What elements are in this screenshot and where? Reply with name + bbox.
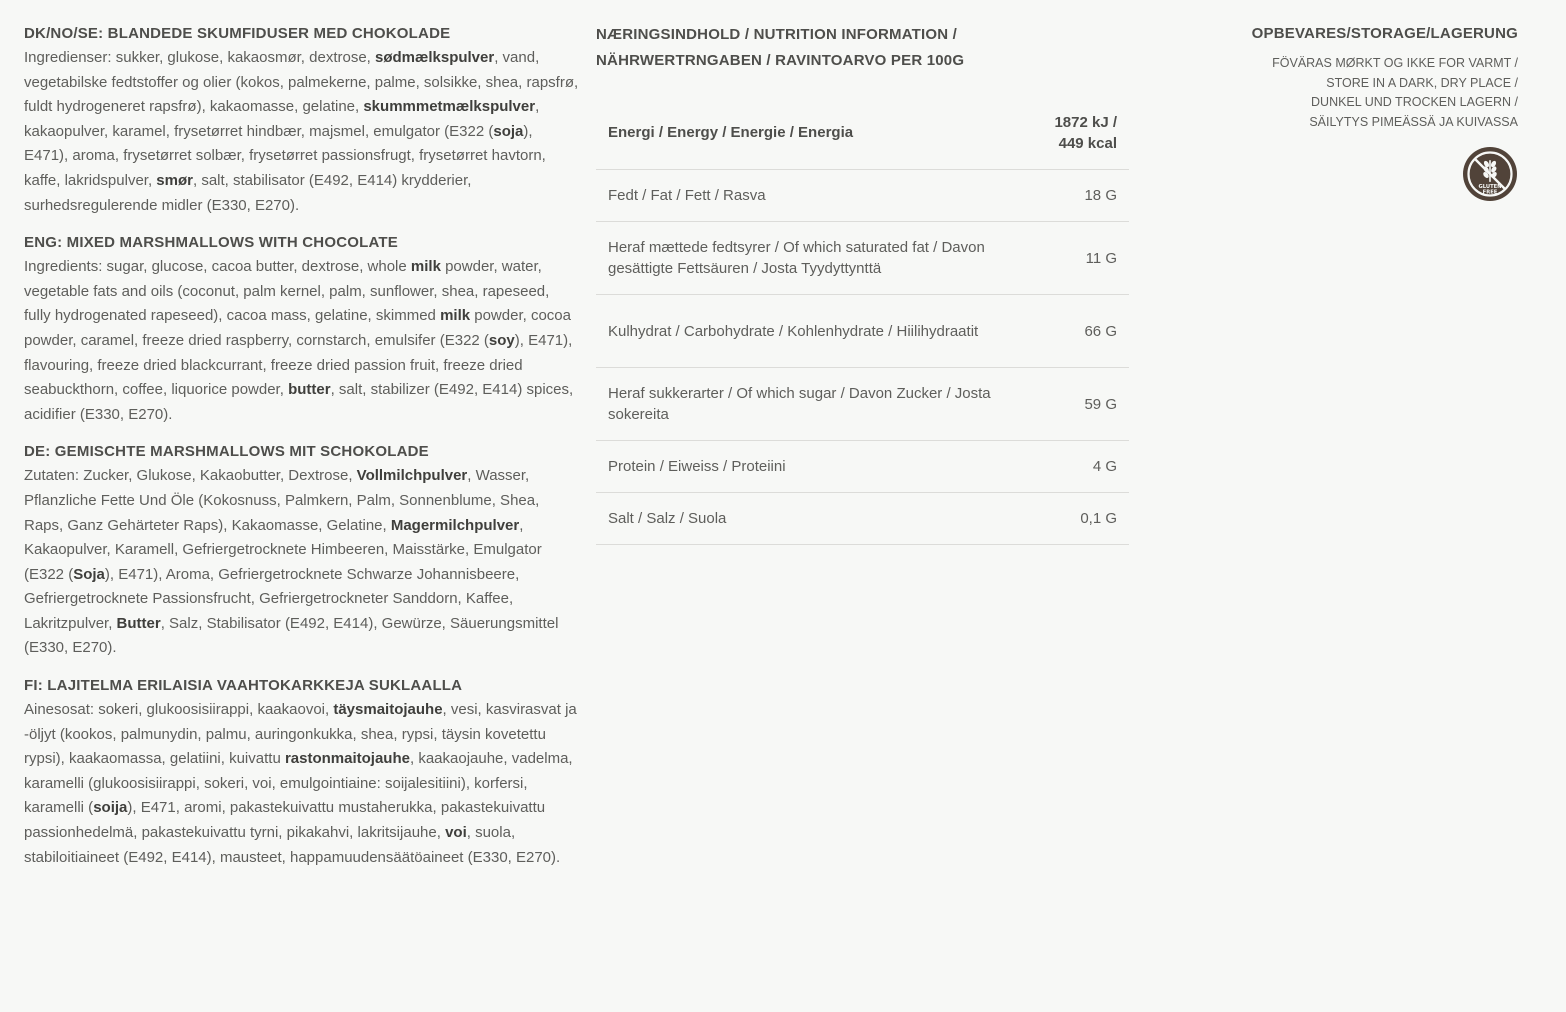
ingredient-text: , Wasser, Pflanzliche Fette Und Öle (Kokosnuss, Palmkern, Palm, Sonnenblume, Shea, Raps, Ganz Gehärteter Raps), Kakaomasse, Gelatine, xyxy=(24,467,540,534)
nutrition-row-saturated-fat xyxy=(596,222,1129,295)
nutrition-row-carbohydrate xyxy=(596,295,1129,368)
nutrition-row-sugar xyxy=(596,368,1129,441)
allergen-highlight: voi xyxy=(445,824,467,842)
storage-column xyxy=(1188,22,1518,207)
allergen-highlight: rastonmaitojauhe xyxy=(284,750,410,768)
ingredients-title: FI: LAJITELMA ERILAISIA VAAHTOKARKKEJA SUKLAALLA xyxy=(24,677,463,695)
ingredient-text: , Salz, Stabilisator (E492, E414), Gewürze, Säuerungsmittel (E330, E270). xyxy=(24,614,559,657)
nutrition-value: 11 G xyxy=(1005,222,1129,295)
ingredients-dk xyxy=(24,22,579,218)
ingredient-text: powder, water, vegetable fats and oils (coconut, palm kernel, palm, sunflower, shea, rapeseed, fully hydrogenated rapeseed), cacoa mass, gelatine, skimmed xyxy=(24,258,550,325)
storage-title: OPBEVARES/STORAGE/LAGERUNG xyxy=(1251,25,1518,42)
nutrition-label: Heraf sukkerarter / Of which sugar / Davon Zucker / Josta sokereita xyxy=(596,368,1005,441)
energy-value: 1872 kJ / 449 kcal xyxy=(1054,113,1117,152)
ingredients-eng xyxy=(24,231,579,427)
nutrition-title-line1: NÆRINGSINDHOLD / NUTRITION INFORMATION / xyxy=(596,26,958,43)
nutrition-row-salt xyxy=(596,493,1129,545)
ingredients-title: DE: GEMISCHTE MARSHMALLOWS MIT SCHOKOLADE xyxy=(24,443,429,461)
allergen-highlight: Butter xyxy=(116,614,161,632)
ingredient-text: ), E471, aromi, pakastekuivattu mustaherukka, pakastekuivattu passionhedelmä, pakastekuivattu tyrni, pikakahvi, lakritsijauhe, xyxy=(24,799,546,842)
ingredient-text: , Kakaopulver, Karamell, Gefriergetrocknete Himbeeren, Maisstärke, Emulgator (E322 ( xyxy=(24,516,542,583)
nutrition-value: 18 G xyxy=(1005,170,1129,222)
allergen-highlight: soy xyxy=(488,331,515,349)
ingredient-text: , vesi, kasvirasvat ja -öljyt (kookos, palmunydin, palmu, auringonkukka, shea, rypsi, täysin kovetettu rypsi), kaakaomassa, gelatiini, kuivattu xyxy=(24,701,577,768)
nutrition-row-fat xyxy=(596,170,1129,222)
ingredient-text: Ingredienser: sukker, glukose, kakaosmør, dextrose, xyxy=(24,49,375,66)
nutrition-label: Salt / Salz / Suola xyxy=(596,493,1005,545)
storage-line: SÄILYTYS PIMEÄSSÄ JA KUIVASSA xyxy=(1309,114,1518,129)
nutrition-value: 59 G xyxy=(1005,368,1129,441)
nutrition-table xyxy=(596,96,1129,545)
ingredient-text: ), E471), aroma, frysetørret solbær, frysetørret passionsfrugt, frysetørret havtorn, kaffe, lakridspulver, xyxy=(24,122,546,189)
nutrition-row-protein xyxy=(596,441,1129,493)
nutrition-value: 66 G xyxy=(1005,295,1129,368)
nutrition-label: Protein / Eiweiss / Proteiini xyxy=(596,441,1005,493)
allergen-highlight: soija xyxy=(93,799,128,817)
nutrition-label: Heraf mættede fedtsyrer / Of which saturated fat / Davon gesättigte Fettsäuren / Josta Tyydyttynttä xyxy=(596,222,1005,295)
allergen-highlight: Magermilchpulver xyxy=(390,516,520,534)
ingredients-text xyxy=(24,46,579,218)
gluten-free-icon xyxy=(1462,146,1518,202)
allergen-highlight: milk xyxy=(410,258,441,276)
ingredient-text: Zutaten: Zucker, Glukose, Kakaobutter, Dextrose, xyxy=(24,467,357,485)
ingredient-text: , suola, stabiloitiaineet (E492, E414), mausteet, happamuudensäätöaineet (E330, E270). xyxy=(24,824,561,866)
ingredient-text: powder, cocoa powder, caramel, freeze dried raspberry, cornstarch, emulsifer (E322 ( xyxy=(24,307,571,349)
ingredient-text: , vand, vegetabilske fedtstoffer og olier (kokos, palmekerne, palme, solsikke, shea, rapsfrø, fuldt hydrogeneret rapsfrø), kakaomasse, gelatine, xyxy=(24,49,579,116)
nutrition-column xyxy=(596,22,1129,545)
badge-text-line2: FREE xyxy=(1482,189,1498,196)
nutrition-value: 4 G xyxy=(1005,441,1129,493)
ingredients-fi xyxy=(24,674,579,870)
nutrition-label: Kulhydrat / Carbohydrate / Kohlenhydrate / Hiilihydraatit xyxy=(596,295,1005,368)
allergen-highlight: butter xyxy=(288,381,331,399)
ingredients-text xyxy=(24,698,579,870)
ingredients-text xyxy=(24,464,579,661)
allergen-highlight: sødmælkspulver xyxy=(375,49,495,66)
allergen-highlight: täysmaitojauhe xyxy=(333,701,443,719)
nutrition-value: 0,1 G xyxy=(1005,493,1129,545)
badge-text-line1: GLUTEN xyxy=(1478,184,1502,190)
storage-line: FÖVÄRAS MØRKT OG IKKE FOR VARMT / xyxy=(1272,56,1518,70)
ingredients-title: DK/NO/SE: BLANDEDE SKUMFIDUSER MED CHOKOLADE xyxy=(24,25,451,42)
ingredient-text: Ingredients: sugar, glucose, cacoa butter, dextrose, whole xyxy=(24,258,411,276)
allergen-highlight: skummmetmælkspulver xyxy=(363,98,536,116)
storage-line: DUNKEL UND TROCKEN LAGERN / xyxy=(1311,95,1518,109)
ingredients-text xyxy=(24,255,579,427)
allergen-highlight: Vollmilchpulver xyxy=(356,467,468,485)
ingredient-text: ), E471), Aroma, Gefriergetrocknete Schwarze Johannisbeere, Gefriergetrocknete Passionsfrucht, Gefriergetrockneter Sanddorn, Kaffee, Lakritzpulver, xyxy=(24,565,520,632)
nutrition-title xyxy=(596,22,1129,74)
allergen-highlight: Soja xyxy=(73,565,105,583)
allergen-highlight: milk xyxy=(440,307,471,325)
storage-line: STORE IN A DARK, DRY PLACE / xyxy=(1326,75,1518,90)
allergen-highlight: soja xyxy=(493,122,524,140)
nutrition-label: Fedt / Fat / Fett / Rasva xyxy=(596,170,1005,222)
ingredient-text: , kakaopulver, karamel, frysetørret hindbær, majsmel, emulgator (E322 ( xyxy=(24,98,540,140)
ingredients-column xyxy=(24,22,579,883)
ingredient-text: , salt, stabilizer (E492, E414) spices, acidifier (E330, E270). xyxy=(24,381,574,423)
nutrition-value xyxy=(1005,96,1129,170)
ingredient-text: ), E471), flavouring, freeze dried blackcurrant, freeze dried passion fruit, freeze dried seabuckthorn, coffee, liquorice powder, xyxy=(24,331,573,399)
ingredients-de xyxy=(24,440,579,661)
nutrition-label: Energi / Energy / Energie / Energia xyxy=(596,96,1005,170)
ingredient-text: Ainesosat: sokeri, glukoosisiirappi, kaakaovoi, xyxy=(24,701,334,719)
ingredient-text: , salt, stabilisator (E492, E414) krydderier, surhedsregulerende midler (E330, E270). xyxy=(24,171,472,214)
nutrition-title-line2: NÄHRWERTRNGABEN / RAVINTOARVO PER 100G xyxy=(596,52,965,69)
nutrition-row-energy xyxy=(596,96,1129,170)
ingredient-text: , kaakaojauhe, vadelma, karamelli (glukoosisiirappi, sokeri, voi, emulgointiaine: soijalesitiini), korfersi, karamelli ( xyxy=(24,750,573,817)
ingredients-title: ENG: MIXED MARSHMALLOWS WITH CHOCOLATE xyxy=(24,234,398,252)
allergen-highlight: smør xyxy=(156,171,193,189)
